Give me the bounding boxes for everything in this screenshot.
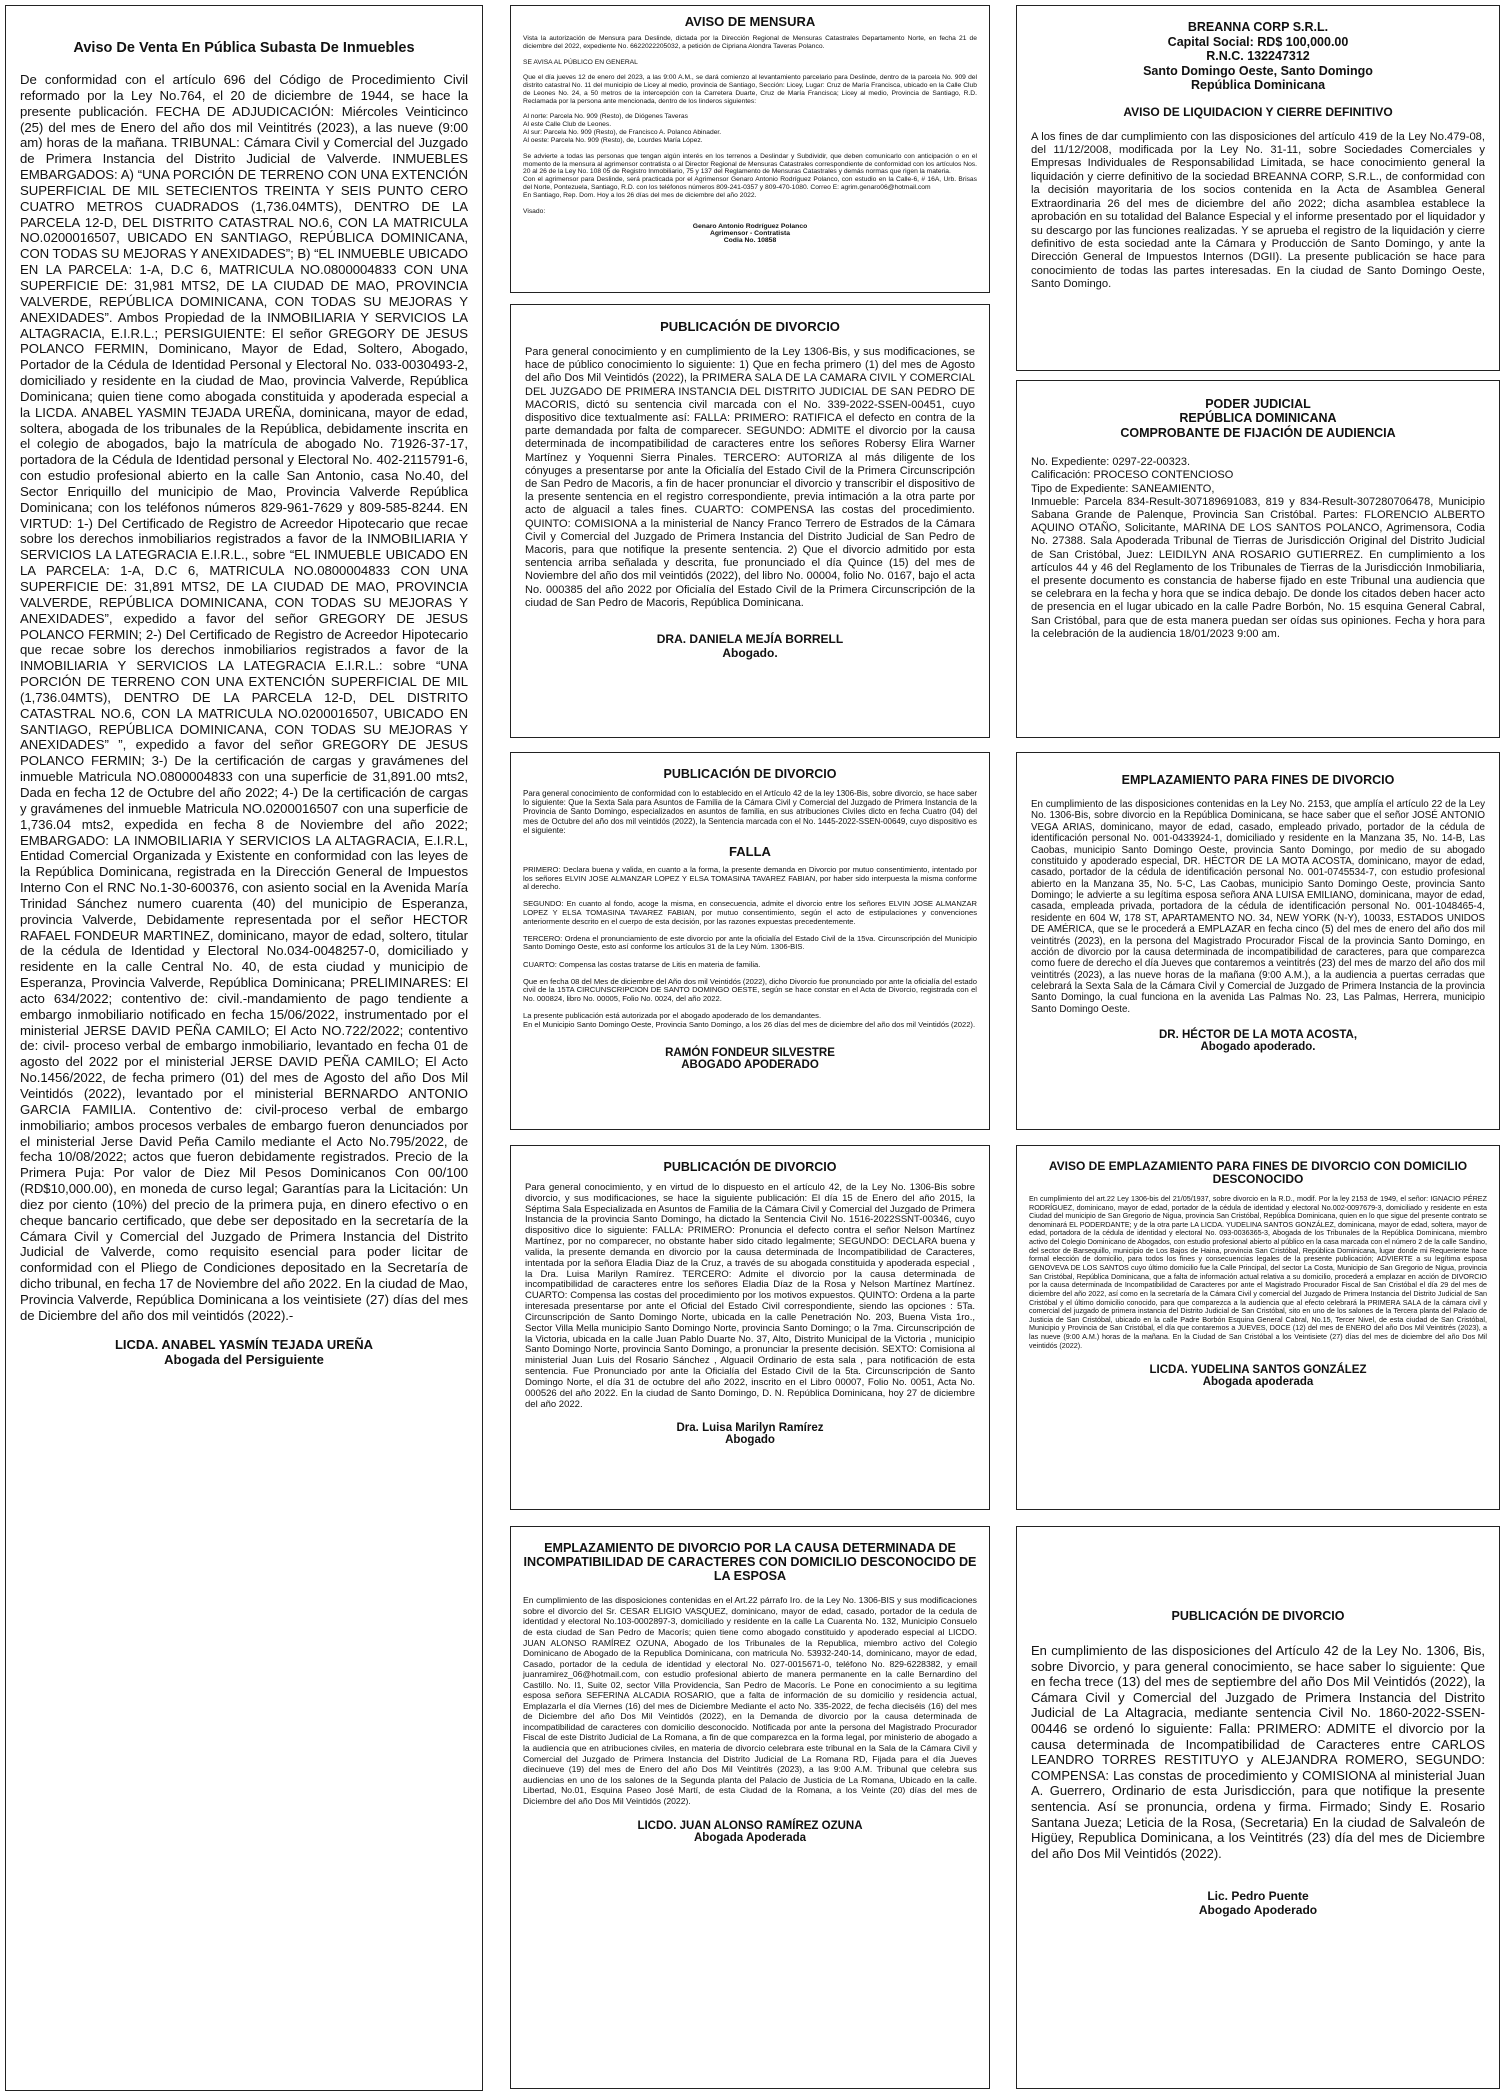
- notice-emplazamiento-3: [510, 1526, 990, 2089]
- notice-body: Vista la autorización de Mensura para Deslinde, dictada por la Dirección Regional de Mensuras Catastrales Departamento Norte, en fecha 21 de diciembre del 2022, expediente No. 6622022205032, a petición de Cipriana Alondra Taveras Polanco. SE AVISA AL PÚBLICO EN GENERAL Que el día jueves 12 de enero del 2023, a las 9:00 A.M., se dará comienzo al levantamiento parcelario para Deslinde, dentro de la parcela No. 909 del distrito catastral No. 11 del municipio de Licey al medio, provincia de Santiago, Sección: Licey, Lugar: Cruz de María Francisca, ubicado en la Calle Club de Leones No. 24, a 50 metros de la intercepción con la Carretera Duarte, Cruz de María Francisca; Licey al medio, Provincia de Santiago, R.D. Reclamada por la persona ante mencionada, dentro de los linderos siguientes: Al norte: Parcela No. 909 (Resto), de Diógenes Taveras Al este Calle Club de Leones. Al sur: Parcela No. 909 (Resto), de Francisco A. Polanco Abinader. Al oeste: Parcela No. 909 (Resto), de, Lourdes María López. Se advierte a todas las personas que tengan algún interés en los terrenos a Deslindar y Subdividir, que deben comunicarlo con anticipación o en el momento de la mensura al agrimensor contratista o al Director Regional de Mensuras Catastrales correspondiente de conformidad con los artículos Nos. 20 al 26 de la Ley No. 108 05 de Registro Inmobiliario, 75 y 137 del Reglamento de Mensuras Catastrales y demás normas que rigen la materia. Con el agrimensor para Deslinde, será practicada por el Agrimensor Genaro Antonio Rodríguez Polanco, con estudio en la Calle-6, # 16A, Urb. Brisas del Norte, Pontezuela, Santiago, R.D. con los teléfonos números 809-241-0357 y 809-470-1080. Correo E: agrim.genaro06@hotmail.com En Santiago, Rep. Dom. Hoy a los 26 días del mes de diciembre del año 2022. Visado:: [523, 35, 977, 215]
- notice-body: No. Expediente: 0297-22-00323. Calificación: PROCESO CONTENCIOSO Tipo de Expediente: SANEAMIENTO, Inmueble: Parcela 834-Result-307189691083, 819 y 834-Result-307280706478, Municipio Sabana Grande de Palenque, Provincia San Cristóbal. Partes: FLORENCIO ALBERTO AQUINO OTAÑO, Solicitante, MARINA DE LOS SANTOS POLANCO, Agrimensora, Codia No. 27388. Sala Apoderada Tribunal de Tierras de Jurisdicción Original del Distrito Judicial de San Cristóbal, Juez: LEIDILYN ANA ROSARIO GUTIERREZ. En cumplimiento a los artículos 44 y 46 del Reglamento de los Tribunales de Tierras de la Jurisdicción Inmobiliaria, el presente documento es constancia de haberse fijado en este Tribunal una audiencia que se celebrara en la fecha y hora que se indica debajo. De donde los citados deben hacer acto de presencia en el lugar ubicado en la calle Padre Borbón, No. 15 esquina General Cabral, San Cristóbal, para que de esta manera puedan ser oídas sus opiniones. Fecha y hora para la celebración de la audiencia 18/01/2023 9:00 am.: [1031, 456, 1485, 640]
- notice-divorcio-1: [510, 304, 990, 738]
- notice-signature: DRA. DANIELA MEJÍA BORRELL Abogado.: [656, 632, 844, 661]
- notice-body: PRIMERO: Declara buena y valida, en cuanto a la forma, la presente demanda en Divorcio por mutuo consentimiento, intentado por los señores ELVIN JOSE ALMANZAR LOPEZ Y ELSA TOMASINA TAVAREZ FABIAN, por haber sido interpuesta la misma conforme al derecho. SEGUNDO: En cuanto al fondo, acoge la misma, en consecuencia, admite el divorcio entre los señores ELVIN JOSE ALMANZAR LOPEZ Y ELSA TOMASINA TAVAREZ FABIAN, por mutuo consentimiento, según el acto de estipulaciones y convenciones anteriormente descrito en el cuerpo de esta decisión, por las razones expuestas precedentemente. TERCERO: Ordena el pronunciamiento de este divorcio por ante la oficialía del Estado Civil de la 15va. Circunscripción del Municipio Santo Domingo Oeste, esto así conforme los artículos 31 de la Ley Núm. 1306-BIS. CUARTO: Compensa las costas tratarse de Litis en materia de familia. Que en fecha 08 del Mes de diciembre del Año dos mil Veintidós (2022), dicho Divorcio fue pronunciado por ante la oficialía del estado civil de la 15TA CIRCUNSCRIPCION DE SANTO DOMINGO OESTE, según se hace constar en el Acta de Divorcio, registrada con el No. 000824, libro No. 00005, Folio No. 0024, del año 2022. La presente publicación está autorizada por el abogado apoderado de los demandantes. En el Municipio Santo Domingo Oeste, Provincia Santo Domingo, a los 26 días del mes de diciembre del año dos mil Veintidós (2022).: [523, 865, 977, 1029]
- notice-body: Para general conocimiento, y en virtud de lo dispuesto en el artículo 42, de la Ley No. 1306-Bis sobre divorcio, y sus modificaciones, se hace la siguiente publicación: El día 15 de Enero del año 2015, la Séptima Sala Especializada en Asuntos de Familia de la Cámara Civil y Comercial del Juzgado de Primera Instancia de la provincia Santo Domingo, ha dictado la Sentencia Civil No. 1516-2022SSNT-00346, cuyo dispositivo dice lo siguiente: FALLA: PRIMERO: Pronuncia el defecto contra el señor Nelson Martínez Martínez, por no comparecer, no obstante haber sido citado legalmente; SEGUNDO: DECLARA buena y valida, la presente demanda en divorcio por la causa determinada de Incompatibilidad de Caracteres, intentada por la señora Eladia Diaz de la Cruz, a través de su abogada constituida y apoderada especial , la Dra. Luisa Marilyn Ramírez. TERCERO: Admite el divorcio por la causa determinada de incompatibilidad de caracteres entre los señores Eladia Díaz de la Rosa y Nelson Martínez Martínez. CUARTO: Compensa las costas del procedimiento por los motivos expuestos. QUINTO: Ordena a la parte interesada presentarse por ante el Oficial del Estado Civil correspondiente, siendo las opciones : 5Ta. Circunscripción de Santo Domingo Norte, ubicada en la calle Penetración No. 203, Buena Vista 1ro., Sector Villa Mella municipio Santo Domingo Norte, provincia Santo Domingo; o la 7ma. Circunscripción de la Victoria, ubicada en la calle Juan Pablo Duarte No. 37, Alto, Distrito Municipal de la Victoria , municipio Santo Domingo Norte, provincia Santo Domingo, a pronunciar la presente decisión. SEXTO: Comisiona al ministerial Juan Luis del Rosario Sánchez , Alguacil Ordinario de esta sala , para notificación de esta sentencia. Fue Pronunciado por ante la Oficialía del Estado Civil de la 5ta. Circunscripción de Santo Domingo Norte, el día 31 de octubre del año 2022, inscrito en el Libro 00007, Folio No. 0051, Acta No. 000526 del año 2022. En la ciudad de Santo Domingo, D. N. República Dominicana, hoy 27 de diciembre del año 2022.: [525, 1182, 975, 1410]
- notice-body: Para general conocimiento y en cumplimiento de la Ley 1306-Bis, y sus modificaciones, se hace de público conocimiento lo siguiente: 1) Que en fecha primero (1) del mes de Agosto del año Dos Mil Veintidós (2022), la PRIMERA SALA DE LA CAMARA CIVIL Y COMERCIAL DEL JUZGADO DE PRIMERA INSTANCIA DEL DISTRITO JUDICIAL DE SAN PEDRO DE MACORIS, dictó su sentencia civil marcada con el No. 339-2022-SSEN-00451, cuyo dispositivo dice textualmente así: FALLA: PRIMERO: RATIFICA el defecto en contra de la parte demandada por falta de comparecer. SEGUNDO: ADMITE el divorcio por la causa determinada de incompatibilidad de caracteres entre los señores Robersy Elira Warner Martínez y Yoquenni Sierra Pinales. TERCERO: AUTORIZA al más diligente de los cónyuges a presentarse por ante la Oficialía del Estado Civil de la Primera Circunscripción de San Pedro de Macoris, a fin de hacer pronunciar el divorcio y transcribir el dispositivo de la presente sentencia en el registro correspondiente, previa intimación a la otra parte por acto de alguacil a tales fines. CUARTO: COMPENSA las costas del procedimiento. QUINTO: COMISIONA a la ministerial de Nancy Franco Terrero de Estrados de la Cámara Civil y Comercial del Juzgado de Primera Instancia del Distrito Judicial de San Pedro de Macoris, para que notifique la presente sentencia. 2) Que el divorcio admitido por esta sentencia arriba señalada y descrita, fue pronunciado el día Quince (15) del mes de Noviembre del año dos mil veintidós (2022), del libro No. 00004, folio No. 0167, bajo el acta No. 000385 del año 2022 por Oficialía del Estado Civil de la Primera Circunscripción de la ciudad de San Pedro de Macoris, República Dominicana.: [525, 346, 975, 609]
- notice-poder-judicial: [1016, 380, 1500, 738]
- notice-title: PUBLICACIÓN DE DIVORCIO: [663, 767, 837, 781]
- notice-signature: LICDA. ANABEL YASMÍN TEJADA UREÑA Abogada del Persiguiente: [114, 1336, 374, 1367]
- notice-signature: DR. HÉCTOR DE LA MOTA ACOSTA, Abogado apoderado.: [1158, 1029, 1358, 1054]
- notice-divorcio-2: [510, 752, 990, 1130]
- notice-title: AVISO DE EMPLAZAMIENTO PARA FINES DE DIVORCIO CON DOMICILIO DESCONOCIDO: [1048, 1159, 1468, 1187]
- notice-title: PUBLICACIÓN DE DIVORCIO: [663, 1160, 837, 1174]
- notice-title: EMPLAZAMIENTO PARA FINES DE DIVORCIO: [1121, 773, 1395, 787]
- notice-emplazamiento-1: [1016, 752, 1500, 1130]
- notice-title: AVISO DE MENSURA: [684, 14, 816, 29]
- notice-signature: LICDO. JUAN ALONSO RAMÍREZ OZUNA Abogada Apoderada: [637, 1820, 863, 1845]
- falla-heading: FALLA: [729, 844, 771, 860]
- notice-title: Aviso De Venta En Pública Subasta De Inmuebles: [73, 40, 415, 56]
- notice-signature: LICDA. YUDELINA SANTOS GONZÁLEZ Abogada apoderada: [1149, 1364, 1367, 1389]
- company-header: BREANNA CORP S.R.L. Capital Social: RD$ 100,000.00 R.N.C. 132247312 Santo Domingo Oeste, Santo Domingo República Dominicana: [1143, 20, 1373, 92]
- notice-body: En cumplimiento del art.22 Ley 1306-bis del 21/05/1937, sobre divorcio en la R.D., modif. Por la ley 2153 de 1949, el señor: IGNACIO PÉREZ RODRÍGUEZ, dominicano, mayor de edad, portador de la cédula de identidad y electoral No.002-0097679-3, domiciliado y residente en esta Ciudad del municipio de San Gregorio de Nigua, provincia San Cristóbal, República Dominicana, quien en lo que sigue del presente contrato se denominará EL PODERDANTE; y de la otra parte LA LICDA. YUDELINA SANTOS GONZÁLEZ, dominicana, mayor de edad, soltera, mayor de edad, portadora de la cédula de identidad y electoral No. 093-0036365-3, Abogada de los Tribunales de la República Dominicana, miembro activo del Colegio Dominicano de Abogados, con estudio profesional abierto al público en la casa marcada con el número 2 de la calle Sandino, del sector de Barsequillo, municipio de Los Bajos de Haina, provincia San Cristóbal, República Dominicana, lugar donde mi Requeriente hace formal elección de domicilio, para todos los fines y consecuencias legales de la presente publicación; ADVIERTE a su legítima esposa GENOVEVA DE LOS SANTOS cuyo último domicilio fue la Calle Principal, del sector La Costa, Municipio de San Gregorio de Nigua, provincia San Cristóbal, República Dominicana, que a falta de información actual relativa a su domicilio, procederá a emplazar en acción de DIVORCIO por la causa determinada de Incompatibilidad de Caracteres por ante el Magistrado Procurador Fiscal de San Cristóbal el día 29 del mes de diciembre del año 2022, así como en la secretaría de la Cámara Civil y comercial del Juzgado de Primera Instancia del Distrito Judicial de San Cristóbal y el último domicilio conocido, para que comparezca a la audiencia que al efecto celebrará la PRIMERA SALA de la cámara civil y comercial del juzgado de primera instancia del Distrito Judicial de San Cristóbal, sito en uno de los salones de la Tercera planta del Palacio de Justicia de San Cristóbal, ubicado en la calle Padre Borbón Esquina General Cabral, No.15, Tercer Nivel, de esta ciudad de San Cristóbal, Municipio y Provincia de San Cristóbal, el día que contaremos a JUEVES, DOCE (12) del mes de ENERO del año Dos Mil Veintitrés (2023), a las nueve (9:00 A.M.) horas de la mañana. En la Ciudad de San Cristóbal a los Veintisiete (27) días del mes de diciembre del año Dos Mil veintidós (2022).: [1029, 1193, 1487, 1350]
- notice-intro: Para general conocimiento de conformidad con lo establecido en el Artículo 42 de la ley 1306-Bis, sobre divorcio, se hace saber lo siguiente: Que la Sexta Sala para Asuntos de Familia de la Cámara Civil y Comercial del Juzgado de Primera Instancia de la Provincia de Santo Domingo, especializados en asuntos de familia, en sus atribuciones Civiles dicto en fecha Cuatro (04) del mes de Octubre del año dos mil veintidós (2022), la Sentencia marcada con el No. 1445-2022-SSEN-00649, cuyo dispositivo es el siguiente:: [523, 789, 977, 835]
- notice-emplazamiento-2: [1016, 1145, 1500, 1510]
- notice-title: PUBLICACIÓN DE DIVORCIO: [660, 319, 840, 334]
- notice-title: AVISO DE LIQUIDACION Y CIERRE DEFINITIVO: [1123, 104, 1393, 119]
- notice-signature: Lic. Pedro Puente Abogado Apoderado: [1198, 1889, 1318, 1918]
- notice-title: PUBLICACIÓN DE DIVORCIO: [1171, 1609, 1345, 1623]
- notice-signature: RAMÓN FONDEUR SILVESTRE ABOGADO APODERADO: [665, 1047, 835, 1072]
- notice-signature: Dra. Luisa Marilyn Ramírez Abogado: [676, 1422, 824, 1447]
- notice-mensura: [510, 5, 990, 293]
- notice-body: En cumplimiento de las disposiciones contenidas en la Ley No. 2153, que amplía el artículo 22 de la Ley No. 1306-Bis, sobre divorcio en la República Dominicana, se hace saber que el señor JOSÉ ANTONIO VEGA ARIAS, dominicano, mayor de edad, casado, empleado privado, portador de la cédula de identificación personal No. 001-0433924-1, domiciliado y residente en la Manzana 35, No. 14-B, Las Caobas, municipio Santo Domingo Oeste, provincia Santo Domingo, por medio de su abogado constituido y apoderado especial, DR. HÉCTOR DE LA MOTA ACOSTA, dominicano, mayor de edad, casado, portador de la cédula de identificación personal No. 001-0745534-7, con estudio profesional abierto en la Manzana 35, No. 5-C, Las Caobas, municipio Santo Domingo Oeste, provincia Santo Domingo; le advierte a su legítima esposa señora ANA LUISA EMILIANO, dominicana, mayor de edad, casada, empleada privada, portadora de la cédula de identificación personal No. 001-1048465-4, residente en 604 W, 178 ST, APARTAMENTO NO. 34, NEW YORK (N-Y), 10033, ESTADOS UNIDOS DE AMÉRICA, que se le procederá a EMPLAZAR en fecha cinco (5) del mes de enero del año dos mil veintitrés (2023), en la persona del Magistrado Procurador Fiscal de la provincia Santo Domingo, en acción de divorcio por la causa determinada de incompatibilidad de caracteres, para que comparezca como fuere de derecho el día Jueves que contaremos a veintitrés (23) del mes de marzo del año dos mil veintitrés (2023), a las nueve horas de la mañana (9:00 A.M.), a la audiencia a puertas cerradas que celebrará la Sexta Sala de la Cámara Civil y Comercial de Juzgado de Primera Instancia de la provincia Santo Domingo, la cual funciona en la avenida Las Palmas No. 23, Las Palmas, Herrera, municipio Santo Domingo Oeste.: [1031, 799, 1485, 1015]
- notice-header: PODER JUDICIAL REPÚBLICA DOMINICANA COMPROBANTE DE FIJACIÓN DE AUDIENCIA: [1120, 397, 1396, 440]
- notice-title: EMPLAZAMIENTO DE DIVORCIO POR LA CAUSA DETERMINADA DE INCOMPATIBILIDAD DE CARACTERES CON DOMICILIO DESCONOCIDO DE LA ESPOSA: [523, 1541, 977, 1584]
- notice-body: En cumplimiento de las disposiciones del Artículo 42 de la Ley No. 1306, Bis, sobre Divorcio, y para general conocimiento, se hace saber lo siguiente: Que en fecha trece (13) del mes de septiembre del año Dos Mil Veintidós (2022), la Cámara Civil y Comercial del Juzgado de Primera Instancia del Distrito Judicial de La Altagracia, mediante sentencia Civil No. 1860-2022-SSEN-00446 se ordenó lo siguiente: Falla: PRIMERO: ADMITE el divorcio por la causa determinada de Incompatibilidad de Caracteres entre CARLOS LEANDRO TORRES RESTITUYO y ALEJANDRA ROMERO, SEGUNDO: COMPENSA: Las constas de procedimiento y COMISIONA al ministerial Juan A. Guerrero, Ordinario de esta Jurisdicción, para que notifique la presente sentencia. Así se pronuncia, ordena y firma. Firmado; Sindy E. Rosario Santana Jueza; Leticia de la Rosa, (Secretaria) En la ciudad de Salvaleón de Higüey, Republica Dominicana, a los Veintitrés (23) día del mes de Diciembre del año Dos Mil Veintidós (2022).: [1031, 1643, 1485, 1861]
- notice-body: A los fines de dar cumplimiento con las disposiciones del artículo 419 de la Ley No.479-08, del 11/12/2008, modificada por la Ley No. 31-11, sobre Sociedades Comerciales y Empresas Individuales de Responsabilidad Limitada, se hace conocimiento general la liquidación y cierre definitivo de la sociedad BREANNA CORP, S.R.L., de conformidad con la decisión mayoritaria de los socios contenida en la Acta de Asamblea General Extraordinaria 26 del mes de diciembre del año 2022; dicha asamblea establece la aprobación en su totalidad del Balance Especial y el informe presentado por el liquidador y su descargo por las funciones realizadas. Y se aprueba el registro de la liquidación y cierre definitivo de esta sociedad ante la Cámara y Producción de Santo Domingo, y ante la Dirección General de Impuestos Internos (DGII). La presente publicación se hace para conocimiento de todas las partes interesadas. En la ciudad de Santo Domingo Oeste, Santo Domingo.: [1031, 130, 1485, 291]
- notice-signature: Genaro Antonio Rodríguez Polanco Agrimensor - Contratista Codia No. 10858: [692, 223, 808, 245]
- notice-breanna-liquidacion: [1016, 5, 1500, 371]
- notice-body: De conformidad con el artículo 696 del Código de Procedimiento Civil reformado por la Ley No.764, el 20 de diciembre de 1944, se hace la presente publicación. FECHA DE ADJUDICACIÓN: Miércoles Veinticinco (25) del mes de Enero del año dos mil Veintitrés (2023), a las nueve (9:00 am) horas de la mañana. TRIBUNAL: Cámara Civil y Comercial del Juzgado de Primera Instancia del Distrito Judicial de Valverde. INMUEBLES EMBARGADOS: A) “UNA PORCIÓN DE TERRENO CON UNA EXTENCIÓN SUPERFICIAL DE MIL SETECIENTOS TREINTA Y SEIS PUNTO CERO CUATRO METROS CUADRADOS (1,736.04MTS), DENTRO DE LA PARCELA 12-D, DEL DISTRITO CATASTRAL NO.6, CON LA MATRICULA NO.0200016507, UBICADO EN SANTIAGO, REPÚBLICA DOMINICANA, CON TODAS SU MEJORAS Y ANEXIDADES”; B) “EL INMUEBLE UBICADO EN LA PARCELA: 1-A, D.C 6, MATRICULA NO.0800004833 CON UNA SUPERFICIE DE: 31,981 MTS2, DE LA CIUDAD DE MAO, PROVINCIA VALVERDE, REPÚBLICA DOMINICANA, CON TODAS SU MEJORAS Y ANEXIDADES”. Ambos Propiedad de la INMOBILIARIA Y SERVICIOS LA ALTAGRACIA, E.I.R.L.; PERSIGUIENTE: El señor GREGORY DE JESUS POLANCO FERMIN, Dominicano, Mayor de Edad, Soltero, Abogado, Portador de la Cédula de Identidad Personal y Electoral No. 033-0030493-2, domiciliado y residente en la ciudad de Mao, provincia Valverde, República Dominicana; quien tiene como abogada constituida y apoderada especial a la LICDA. ANABEL YASMIN TEJADA UREÑA, dominicana, mayor de edad, soltera, abogada de los tribunales de la República, debidamente inscrita en el colegio de abogados, bajo la matrícula de abogado No. 71926-37-17, portadora de la Cédula de Identidad personal y Electoral No. 402-2115791-6, con estudio profesional abierto en la calle San Antonio, casa No.40, del Sector Enriquillo del municipio de Mao, Provincia Valverde República Dominicana; con los teléfonos números 829-961-7629 y 809-585-8244. EN VIRTUD: 1-) Del Certificado de Registro de Acreedor Hipotecario que recae sobre los derechos inmobiliarios registrados a favor de la INMOBILIARIA Y SERVICIOS LA LATEGRACIA E.I.R.L., sobre “EL INMUEBLE UBICADO EN LA PARCELA: 1-A, D.C 6, MATRICULA NO.0800004833 CON UNA SUPERFICIE DE: 31,891 MTS2, DE LA CIUDAD DE MAO, PROVINCIA VALVERDE, REPÚBLICA DOMINICANA, CON TODAS SU MEJORAS Y ANEXIDADES”, expedido a favor del señor GREGORY DE JESUS POLANCO FERMIN; 2-) Del Certificado de Registro de Acreedor Hipotecario que recae sobre los derechos inmobiliarios registrados a favor de la INMOBILIARIA Y SERVICIOS LA LATEGRACIA E.I.R.L.: sobre “UNA PORCIÓN DE TERRENO CON UNA EXTENCIÓN SUPERFICIAL DE MIL (1,736.04MTS), DENTRO DE LA PARCELA 12-D, DEL DISTRITO CATASTRAL NO.6, CON LA MATRICULA NO.0200016507, UBICADO EN SANTIAGO, REPÚBLICA DOMINICANA, CON TODAS SU MEJORAS Y ANEXIDADES” ”, expedido a favor del señor GREGORY DE JESUS POLANCO FERMIN; 3-) De la certificación de cargas y gravámenes del inmueble Matricula NO.0800004833 con una superficie de 31,891.00 mts2, Dada en fecha 12 de Octubre del año 2022; 4-) De la certificación de cargas y gravámenes del inmueble Matricula NO.0200016507 con una superficie de 1,736.04 mts2, expedida en fecha 8 de Noviembre del año 2022; EMBARGADO: LA INMOBILIARIA Y SERVICIOS LA ALTAGRACIA, E.I.R.L, Entidad Comercial Organizada y Existente en conformidad con las leyes de la República Dominicana, registrada en la Dirección General de Impuestos Interno Con el RNC No.1-30-600376, con asiento social en la Avenida María Trinidad Sánchez numero cuarenta (40) del municipio de Esperanza, provincia Valverde, Debidamente representada por el señor HECTOR RAFAEL FONDEUR MARTINEZ, dominicano, mayor de edad, soltero, titular de la cédula de Identidad y Electoral No.034-0048257-0, domiciliado y residente en la calle Central No. 40, de esta ciudad y municipio de Esperanza, Provincia Valverde, República Dominicana; PRELIMINARES: El acto 634/2022; contentivo de: civil.-mandamiento de pago tendiente a embargo inmobiliario notificado en fecha 15/06/2022, instrumentado por el ministerial JERSE DAVID PEÑA CAMILO; El Acto NO.722/2022; contentivo de: civil- proceso verbal de embargo inmobiliario, levantado en fecha 01 de agosto del 2022 por el ministerial JERSE DAVID PEÑA CAMILO; El Acto No.1456/2022, de fecha primero (01) del mes de Agosto del año Dos Mil Veintidós (2022), levantado por el ministerial BERNARDO ANTONIO GARCIA FAMILIA. Contentivo de: civil-proceso verbal de embargo inmobiliario; ambos procesos verbales de embargo fueron denunciados por el ministerial Jerse David Peña Camilo mediante el Acto No.795/2022, de fecha 10/08/2022; actos que fueron debidamente registrados. Precio de la Primera Puja: Por valor de Diez Mil Pesos Dominicanos Con 00/100 (RD$10,000.00), en moneda de curso legal; Garantías para la Licitación: Un diez por ciento (10%) del precio de la primera puja, en dinero efectivo o en cheque bancario certificado, que debe ser depositado en la secretaría de la Cámara Civil y Comercial del Juzgado de Primera Instancia del Distrito Judicial de Valverde, como requisito esencial para poder licitar de conformidad con el Pliego de Condiciones depositado en la Secretaría de dicho tribunal, en fecha 17 de Noviembre del año 2022. En la ciudad de Mao, Provincia Valverde, República Dominicana a los veintisiete (27) días del mes de Diciembre del año dos mil veintidós (2022).-: [20, 72, 468, 1323]
- notice-venta-subasta: [5, 5, 483, 2091]
- notice-body: En cumplimiento de las disposiciones contenidas en el Art.22 párrafo Iro. de la Ley No. 1306-BIS y sus modificaciones sobre el divorcio del Sr. CESAR ELIGIO VASQUEZ, dominicano, mayor de edad, casado, portador de la cedula de identidad y electoral No.103-0002897-3, domiciliado y residente en la calle La Cuarenta No. 132, Municipio Consuelo de esta ciudad de San Pedro de Macorís; quien tiene como abogado constituido y apoderado especial al LICDO. JUAN ALONSO RAMÍREZ OZUNA, Abogado de los Tribunales de la Republica, miembro activo del Colegio Dominicano de Abogado de la Republica Dominicana, con matricula No. 53932-240-14, dominicano, mayor de edad, Casado, portador de la cedula de identidad y electoral No. 027-0015671-0, teléfono No. 829-6228382, y email juanramirez_06@hotmail.com, con estudio profesional abierto de manera permanente en la calle Bernardino del Castillo. No. l1, Suite 02, sector Villa Providencia, San Pedro de Macorís. Le Pone en conocimiento a su legitima esposa señora SEFERINA ALCADIA ROSARIO, que a falta de información de su domicilio y residencia actual, Emplazarla el día Viernes (16) del mes de Diciembre Mediante el acto No. 335-2022, de fecha dieciséis (16) del mes de Diciembre del año Dos Mil Veintidós (2022), en la Demanda de divorcio por la causa determinada de incompatibilidad de caracteres con domicilio desconocido. Notificada por ante la persona del Magistrado Procurador Fiscal de este Distrito Judicial de La Romana, a fin de que comparezca en la forma legal, por ministerio de abogado a la audiencia que en atribuciones civiles, en materia de divorcio celebrara este tribunal en la Sala de la Cámara Civil y Comercial del Juzgado de Primera Instancia del Distrito Judicial de La Romana RD, Fijada para el día Jueves diecinueve (19) del mes de Enero del año Dos Mil Veintitrés (2023), a las 9:00 A.M. Tribunal que celebra sus audiencias en uno de los salones de la Segunda planta del Palacio de Justicia de La Romana, Ubicado en la calle. Libertad, No.01, Esquina Paseo José Martí, de esta Ciudad de la Romana, a los Veinte (20) días del mes de Diciembre del año Dos Mil Veintidós (2022).: [523, 1595, 977, 1806]
- notice-divorcio-4: [1016, 1526, 1500, 2089]
- notice-divorcio-3: [510, 1145, 990, 1510]
